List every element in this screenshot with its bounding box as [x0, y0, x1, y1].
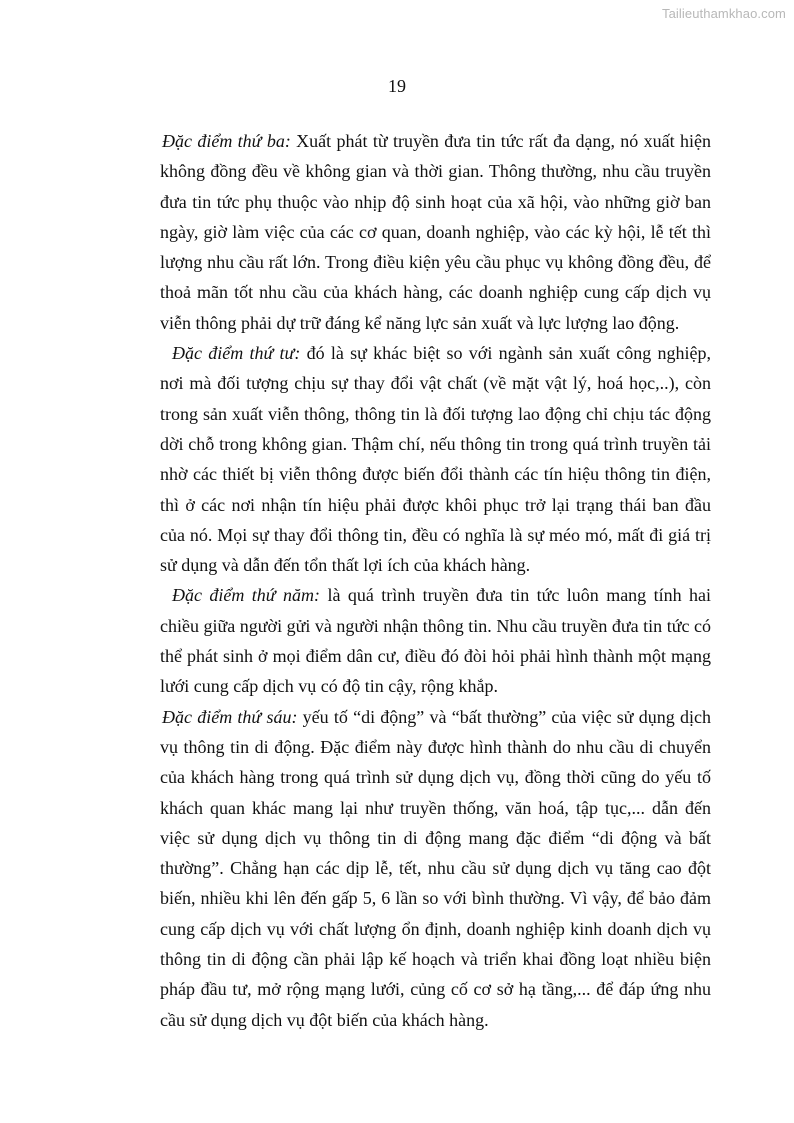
paragraph-text: Xuất phát từ truyền đưa tin tức rất đa dạng, nó xuất hiện không đồng đều về không gian và thời gian. Thông thường, nhu cầu truyền đưa tin tức phụ thuộc vào nhịp độ sinh hoạt của xã hội, vào những giờ ban ngày, giờ làm việc của các cơ quan, doanh nghiệp, vào các kỳ hội, lễ tết thì lượng nhu cầu rất lớn. Trong điều kiện yêu cầu phục vụ không đồng đều, để thoả mãn tốt nhu cầu của khách hàng, các doanh nghiệp cung cấp dịch vụ viễn thông phải dự trữ đáng kể năng lực sản xuất và lực lượng lao động. [160, 131, 711, 333]
paragraph-lead: Đặc điểm thứ năm: [172, 585, 321, 606]
paragraph-lead: Đặc điểm thứ tư: [172, 343, 301, 364]
paragraph-text: là quá trình truyền đưa tin tức luôn mang tính hai chiều giữa người gửi và người nhận thông tin. Nhu cầu truyền đưa tin tức có thể phát sinh ở mọi điểm dân cư, điều đó đòi hỏi phải hình thành một mạng lưới cung cấp dịch vụ có độ tin cậy, rộng khắp. [160, 585, 711, 697]
paragraph-lead: Đặc điểm thứ sáu: [162, 706, 298, 727]
paragraph-dac-diem-thu-nam [160, 580, 711, 701]
watermark-text: Tailieuthamkhao.com [661, 6, 786, 21]
page-number: 19 [388, 76, 406, 96]
document-body [160, 126, 711, 1035]
paragraph-dac-diem-thu-sau [160, 702, 711, 1035]
paragraph-text: yếu tố “di động” và “bất thường” của việc sử dụng dịch vụ thông tin di động. Đặc điểm này được hình thành do nhu cầu di chuyển của khách hàng trong quá trình sử dụng dịch vụ, đồng thời cũng do yếu tố khách quan khác mang lại như truyền thống, văn hoá, tập tục,... dẫn đến việc sử dụng dịch vụ thông tin di động mang đặc điểm “di động và bất thường”. Chẳng hạn các dịp lễ, tết, nhu cầu sử dụng dịch vụ tăng cao đột biến, nhiều khi lên đến gấp 5, 6 lần so với bình thường. Vì vậy, để bảo đảm cung cấp dịch vụ với chất lượng ổn định, doanh nghiệp kinh doanh dịch vụ thông tin di động cần phải lập kế hoạch và triển khai đồng loạt nhiều biện pháp đầu tư, mở rộng mạng lưới, củng cố cơ sở hạ tầng,... để đáp ứng nhu cầu sử dụng dịch vụ đột biến của khách hàng. [160, 706, 711, 1030]
paragraph-text: đó là sự khác biệt so với ngành sản xuất công nghiệp, nơi mà đối tượng chịu sự thay đổi vật chất (về mặt vật lý, hoá học,..), còn trong sản xuất viễn thông, thông tin là đối tượng lao động chỉ chịu tác động dời chỗ trong không gian. Thậm chí, nếu thông tin trong quá trình truyền tải nhờ các thiết bị viễn thông được biến đổi thành các tín hiệu thông tin điện, thì ở các nơi nhận tín hiệu phải được khôi phục trở lại trạng thái ban đầu của nó. Mọi sự thay đổi thông tin, đều có nghĩa là sự méo mó, mất đi giá trị sử dụng và dẫn đến tổn thất lợi ích của khách hàng. [160, 343, 712, 576]
paragraph-lead: Đặc điểm thứ ba: [162, 131, 291, 151]
paragraph-dac-diem-thu-ba [160, 126, 711, 338]
paragraph-dac-diem-thu-tu [160, 338, 711, 580]
